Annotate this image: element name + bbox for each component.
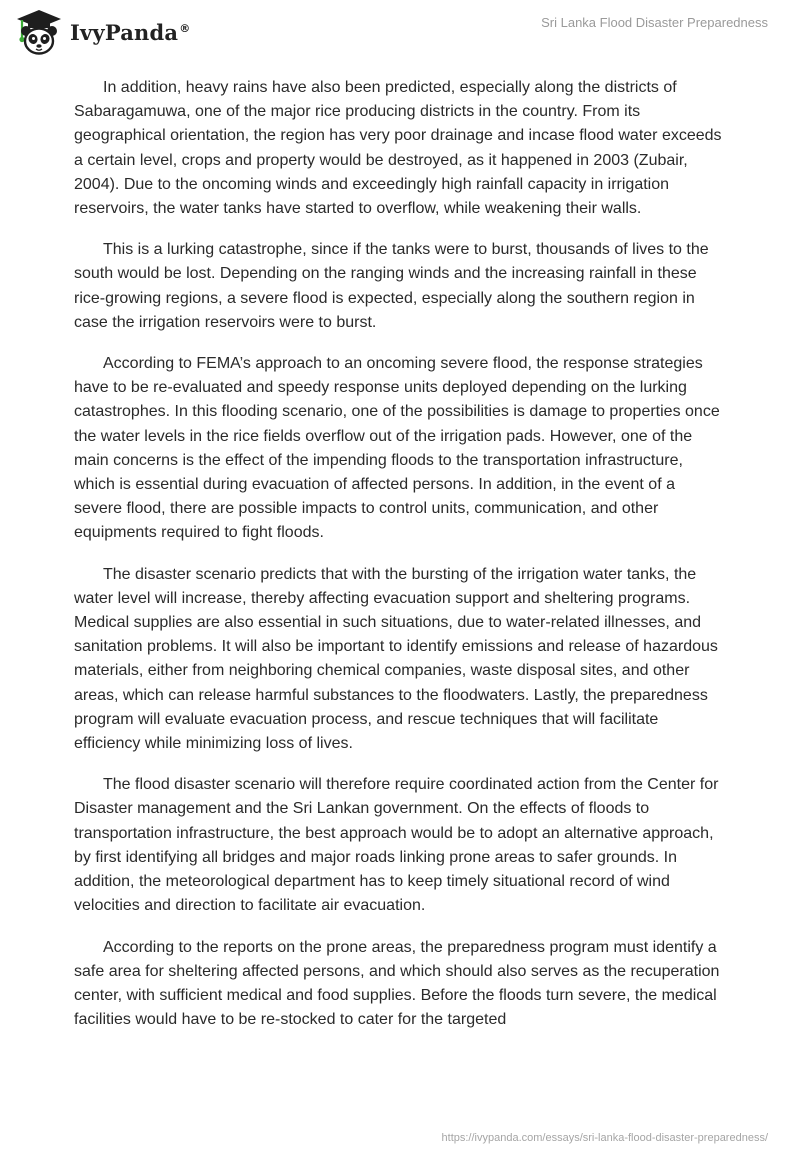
document-title: Sri Lanka Flood Disaster Preparedness: [541, 15, 768, 30]
paragraph: The flood disaster scenario will therefore require coordinated action from the Center for Disaster management and the Sri Lankan government. On the effects of floods to transportation infrastructure, the best approach would be to adopt an alternative approach, by first identifying all bridges and major roads linking prone areas to safer grounds. In addition, the meteorological department has to keep timely situational record of wind velocities and direction to facilitate air evacuation.: [74, 776, 719, 915]
source-url[interactable]: https://ivypanda.com/essays/sri-lanka-flood-disaster-preparedness/: [441, 1132, 768, 1144]
paragraph: In addition, heavy rains have also been predicted, especially along the districts of Sabaragamuwa, one of the major rice producing districts in the country. From its geographical orientation, the region has very poor drainage and incase flood water exceeds a certain level, crops and property would be destroyed, as it happened in 2003 (Zubair, 2004). Due to the oncoming winds and exceedingly high rainfall capacity in irrigation reservoirs, the water tanks have started to overflow, while weakening their walls.: [74, 79, 722, 218]
logo-wordmark: IvyPanda®: [70, 19, 191, 45]
paragraph: This is a lurking catastrophe, since if the tanks were to burst, thousands of lives to the south would be lost. Depending on the ranging winds and the increasing rainfall in these rice-growing regions, a severe flood is expected, especially along the southern region in case the irrigation reservoirs were to burst.: [74, 241, 709, 331]
page-header: [0, 0, 800, 70]
registered-mark: ®: [179, 21, 191, 35]
paragraph: According to the reports on the prone areas, the preparedness program must identify a safe area for sheltering affected persons, and which should also serves as the recuperation center, with sufficient medical and food supplies. Before the floods turn severe, the medical facilities would have to be re-stocked to cater for the targeted: [74, 938, 720, 1029]
paragraph: The disaster scenario predicts that with the bursting of the irrigation water tanks, the water level will increase, thereby affecting evacuation support and sheltering programs. Medical supplies are also essential in such situations, due to water-related illnesses, and sanitation problems. It will also be important to identify emissions and release of hazardous materials, either from neighboring chemical companies, waste disposal sites, and other areas, which can release harmful substances to the floodwaters. Lastly, the preparedness program will evaluate evacuation process, and rescue techniques that will facilitate efficiency while minimizing loss of lives.: [74, 565, 718, 753]
essay-body: [74, 76, 726, 1049]
ivypanda-logo[interactable]: [14, 8, 190, 56]
paragraph: According to FEMA’s approach to an oncoming severe flood, the response strategies have to be re-evaluated and speedy response units deployed depending on the lurking catastrophes. In this flooding scenario, one of the possibilities is damage to properties once the water levels in the rice fields overflow out of the irrigation pads. However, one of the main concerns is the effect of the impending floods to the transportation infrastructure, which is essential during evacuation of affected persons. In addition, in the event of a severe flood, there are possible impacts to control units, communication, and other equipments required to fight floods.: [74, 355, 720, 542]
panda-graduate-icon: [14, 8, 64, 56]
